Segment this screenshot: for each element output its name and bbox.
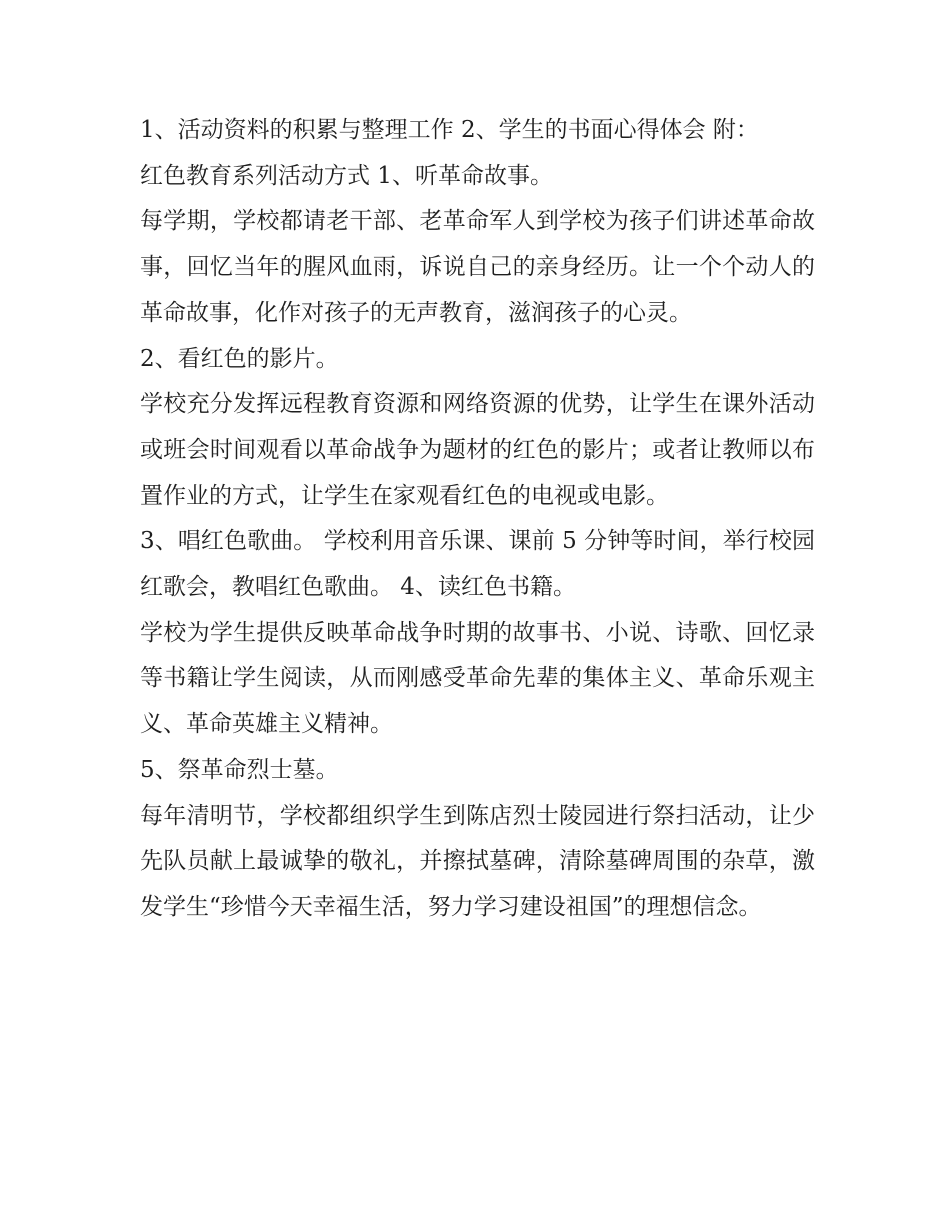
paragraph-activity-methods: 红色教育系列活动方式 1、听革命故事。 [140, 162, 553, 189]
paragraph-red-films: 学校充分发挥远程教育资源和网络资源的优势，让学生在课外活动或班会时间观看以革命战争为题材的红色的影片；或者让教师以布置作业的方式，让学生在家观看红色的电视或电影。 [140, 391, 815, 509]
paragraph-red-books: 学校为学生提供反映革命战争时期的故事书、小说、诗歌、回忆录等书籍让学生阅读，从而刚感受革命先辈的集体主义、革命乐观主义、革命英雄主义精神。 [140, 619, 815, 738]
document-body [140, 108, 815, 931]
paragraph-activity-materials: 1、活动资料的积累与整理工作 2、学生的书面心得体会 附： [140, 117, 759, 143]
paragraph-red-films-heading: 2、看红色的影片。 [140, 345, 339, 372]
paragraph-red-songs: 3、唱红色歌曲。 学校利用音乐课、课前 5 分钟等时间，举行校园红歌会，教唱红色歌曲。 4、读红色书籍。 [140, 528, 815, 601]
paragraph-revolution-stories: 每学期，学校都请老干部、老革命军人到学校为孩子们讲述革命故事，回忆当年的腥风血雨，诉说自己的亲身经历。让一个个动人的革命故事，化作对孩子的无声教育，滋润孩子的心灵。 [140, 208, 815, 326]
paragraph-martyrs-tomb-heading: 5、祭革命烈士墓。 [140, 756, 339, 783]
paragraph-martyrs-tomb: 每年清明节，学校都组织学生到陈店烈士陵园进行祭扫活动，让少先队员献上最诚挚的敬礼，并擦拭墓碑，清除墓碑周围的杂草，激发学生“珍惜今天幸福生活，努力学习建设祖国”的理想信念。 [140, 802, 815, 920]
